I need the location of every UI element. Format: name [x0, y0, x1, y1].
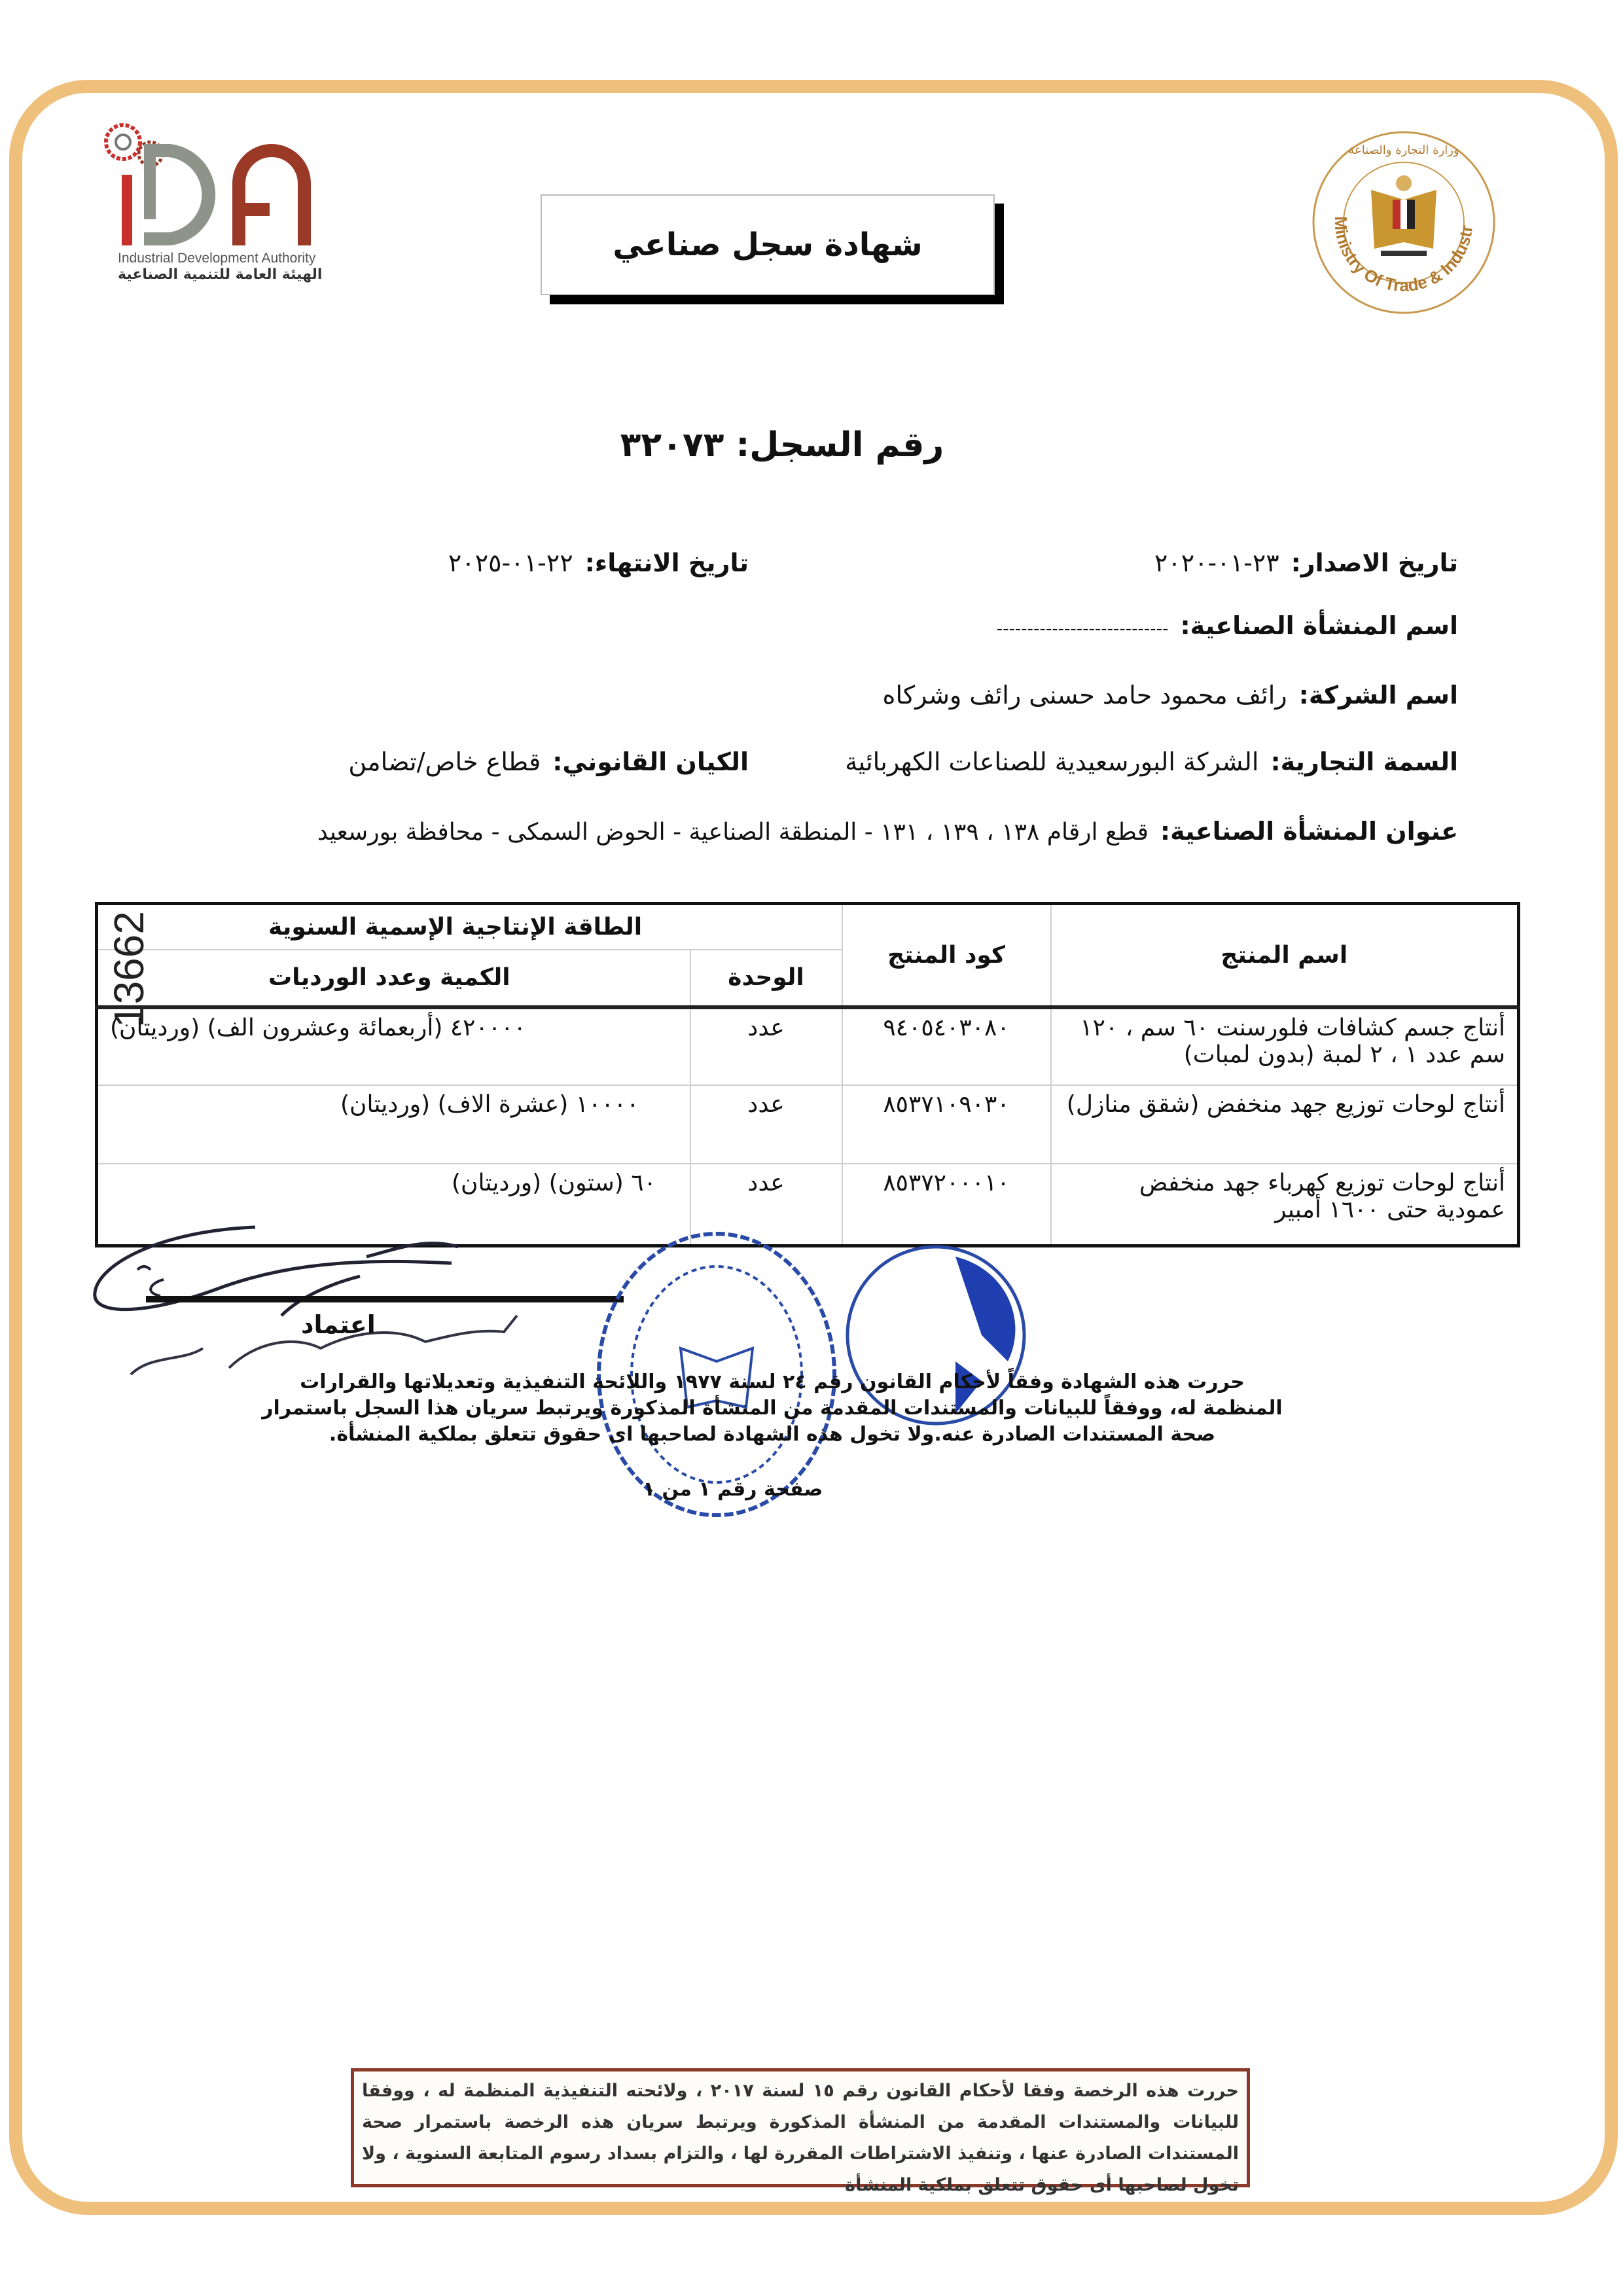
- header-product-code: كود المنتج: [842, 904, 1051, 1007]
- issue-date-label: تاريخ الاصدار:: [1291, 548, 1458, 577]
- registration-label: رقم السجل:: [736, 425, 944, 465]
- legal-paragraph: حررت هذه الشهادة وفقاً لأحكام القانون رقم ٢٤ لسنة ١٩٧٧ واللائحة التنفيذية وتعديلاتها والقرارات المنظمة له، ووفقاً للبيانات والمستندات المقدمة من المنشأة المذكورة ويرتبط سريان هذا السجل باستمرار صحة المستندات الصادرة عنه.ولا تخول هذه الشهادة لصاحبها اى حقوق تتعلق بملكية المنشأة.: [262, 1371, 1283, 1446]
- ministry-seal-text-ar: وزارة التجارة والصناعة: [1348, 143, 1459, 157]
- product-code-cell: ٩٤٠٥٤٠٣٠٨٠: [842, 1007, 1051, 1085]
- company-name-label: اسم الشركة:: [1298, 681, 1458, 709]
- page-number: صفحة رقم ١ من ١: [643, 1478, 823, 1501]
- unit-cell: عدد: [690, 1164, 842, 1246]
- header-quantity: الكمية وعدد الورديات: [97, 950, 690, 1007]
- quantity-cell: ٤٢٠٠٠٠ (أربعمائة وعشرون الف) (ورديتان): [97, 1007, 690, 1085]
- table-row: [97, 1085, 1519, 1164]
- legal-entity-label: الكيان القانوني:: [552, 747, 749, 776]
- approval-label: اعتماد: [301, 1310, 376, 1339]
- trade-name-value: الشركة البورسعيدية للصناعات الكهربائية: [845, 747, 1259, 776]
- product-code-cell: ٨٥٣٧٢٠٠٠١٠: [842, 1164, 1051, 1246]
- establishment-name-label: اسم المنشأة الصناعية:: [1180, 611, 1458, 640]
- address-field: [317, 817, 1458, 846]
- establishment-name-value: ----------------------------: [996, 619, 1169, 639]
- unit-cell: عدد: [690, 1085, 842, 1164]
- issue-date-field: [1154, 548, 1458, 577]
- quantity-cell: ١٠٠٠٠ (عشرة الاف) (ورديتان): [97, 1085, 690, 1164]
- ida-logo-mark-icon: [98, 121, 399, 252]
- legal-entity-field: [348, 747, 749, 776]
- product-name-cell: أنتاج لوحات توزيع كهرباء جهد منخفض عمودية حتى ١٦٠٠ أمبير: [1051, 1164, 1519, 1246]
- registration-value: ٣٢٠٧٣: [620, 425, 724, 465]
- trade-name-field: [845, 747, 1458, 776]
- ida-name-en: Industrial Development Authority: [118, 251, 316, 266]
- trade-name-label: السمة التجارية:: [1270, 747, 1458, 776]
- registration-number: [458, 425, 1106, 465]
- header-product-name: اسم المنتج: [1051, 904, 1519, 1007]
- ministry-seal: [1309, 128, 1499, 317]
- product-name-cell: أنتاج جسم كشافات فلورسنت ٦٠ سم ، ١٢٠ سم عدد ١ ، ٢ لمبة (بدون لمبات): [1051, 1007, 1519, 1085]
- ida-name-ar: الهيئة العامة للتنمية الصناعية: [118, 266, 323, 283]
- expiry-date-field: [448, 548, 749, 577]
- address-label: عنوان المنشأة الصناعية:: [1160, 817, 1458, 846]
- company-name-field: [883, 681, 1458, 709]
- legal-entity-value: قطاع خاص/تضامن: [348, 747, 541, 776]
- company-name-value: رائف محمود حامد حسنى رائف وشركاه: [882, 681, 1287, 709]
- issue-date-value: ٢٣-٠١-٢٠٢٠: [1154, 548, 1279, 577]
- expiry-date-value: ٢٢-٠١-٢٠٢٥: [448, 548, 573, 577]
- ida-logo: [98, 121, 399, 291]
- legal-notice-box: حررت هذه الرخصة وفقا لأحكام القانون رقم ١٥ لسنة ٢٠١٧ ، ولائحته التنفيذية المنظمة له ، ووفقا للبيانات والمستندات المقدمة من المنشأة المذكورة ويرتبط سريان هذه الرخصة باستمرار صحة المستندات الصادرة عنها ، وتنفيذ الاشتراطات المقررة لها ، والتزام بسداد رسوم المتابعة السنوية ، ولا تخول لصاحبها أى حقوق تتعلق بملكية المنشأة: [351, 2068, 1250, 2187]
- header-capacity: الطاقة الإنتاجية الإسمية السنوية: [97, 904, 842, 950]
- establishment-name-field: [997, 611, 1458, 640]
- quantity-cell: ٦٠ (ستون) (ورديتان): [97, 1164, 690, 1246]
- products-table: [95, 902, 1520, 1247]
- egypt-eagle-seal-icon: [1309, 128, 1499, 317]
- header-unit: الوحدة: [690, 950, 842, 1007]
- ministry-seal-text-en: Ministry Of Trade & Industr: [1330, 216, 1476, 296]
- unit-cell: عدد: [690, 1007, 842, 1085]
- product-code-cell: ٨٥٣٧١٠٩٠٣٠: [842, 1085, 1051, 1164]
- table-row: [97, 1007, 1519, 1085]
- certificate-title-box: [541, 194, 995, 295]
- product-name-cell: أنتاج لوحات توزيع جهد منخفض (شقق منازل): [1051, 1085, 1519, 1164]
- certificate-title: شهادة سجل صناعي: [613, 226, 923, 263]
- expiry-date-label: تاريخ الانتهاء:: [584, 548, 749, 577]
- serial-number-vertical: 13662: [105, 911, 152, 1028]
- address-value: قطع ارقام ١٣٨ ، ١٣٩ ، ١٣١ - المنطقة الصناعية - الحوض السمكى - محافظة بورسعيد: [317, 819, 1149, 846]
